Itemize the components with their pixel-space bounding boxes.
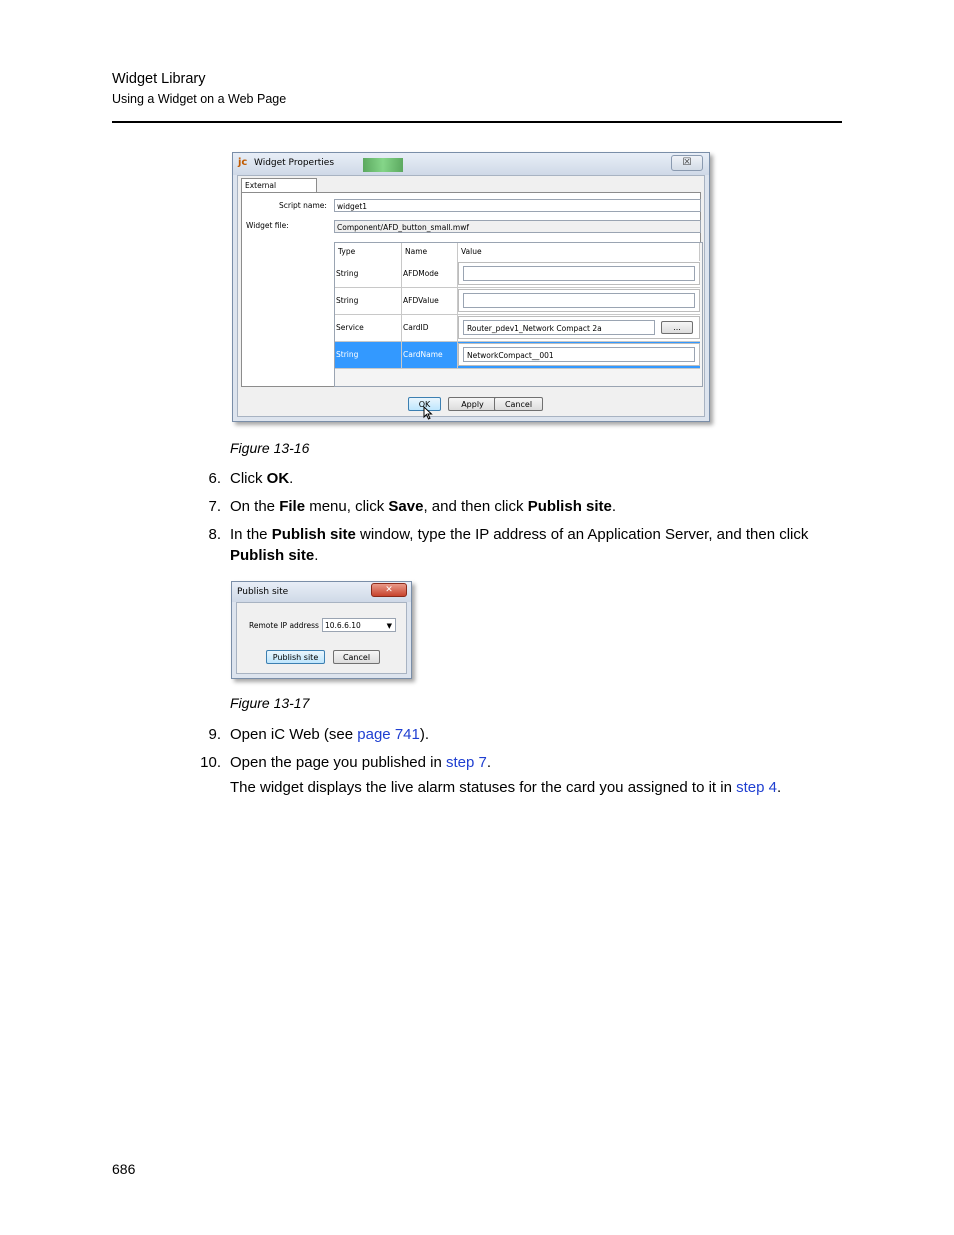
type-cell: String <box>335 288 402 314</box>
step-text: In the Publish site window, type the IP address of an Application Server, and then click <box>230 526 809 543</box>
name-cell: AFDMode <box>402 261 458 287</box>
header-rule <box>112 121 842 123</box>
close-icon: ☒ <box>682 157 692 168</box>
table-row[interactable] <box>335 288 700 315</box>
column-header-type[interactable]: Type <box>335 243 402 261</box>
page-link[interactable]: page 741 <box>357 726 420 743</box>
value-input[interactable] <box>463 293 695 308</box>
tab-external-properties[interactable]: External <box>241 178 317 192</box>
step-text: Open the page you published in step 7. <box>230 754 492 771</box>
value-cell <box>458 262 700 285</box>
step-text: On the File menu, click Save, and then click Publish site. <box>230 498 617 515</box>
mouse-pointer-icon <box>423 406 433 422</box>
type-cell: String <box>335 261 402 287</box>
value-cell <box>458 289 700 312</box>
type-cell: Service <box>335 315 402 341</box>
cancel-button[interactable]: Cancel <box>333 650 380 664</box>
step-link[interactable]: step 4 <box>736 779 777 796</box>
table-row[interactable] <box>335 261 700 288</box>
close-button[interactable] <box>671 155 703 171</box>
page-number: 686 <box>112 1161 136 1177</box>
result-note: The widget displays the live alarm statuses for the card you assigned to it in step 4. <box>230 779 782 796</box>
dialog-body <box>236 602 407 674</box>
value-cell <box>458 343 700 366</box>
close-button[interactable] <box>371 583 407 597</box>
publish-site-dialog <box>231 581 412 679</box>
widget-properties-dialog <box>232 152 710 422</box>
table-row-selected[interactable] <box>335 342 700 369</box>
app-icon: jc <box>238 157 248 168</box>
value-cell <box>458 316 700 339</box>
properties-table <box>334 242 703 387</box>
type-cell: String <box>335 342 402 368</box>
step-number: 7. <box>208 498 221 515</box>
chevron-down-icon[interactable]: ▼ <box>386 622 392 630</box>
script-name-field[interactable]: widget1 <box>334 199 701 212</box>
remote-ip-label: Remote IP address <box>249 621 319 630</box>
figure-caption: Figure 13-16 <box>230 440 310 456</box>
remote-ip-value: 10.6.6.10 <box>325 621 361 630</box>
remote-ip-combobox[interactable] <box>322 618 396 632</box>
name-cell: CardName <box>402 342 458 368</box>
dialog-body <box>237 175 705 417</box>
titlebar[interactable] <box>232 582 411 602</box>
close-icon: ✕ <box>385 585 393 595</box>
table-row[interactable] <box>335 315 700 342</box>
tab-panel <box>241 192 701 387</box>
value-input[interactable]: Router_pdev1_Network Compact 2a <box>463 320 655 335</box>
step-number: 8. <box>208 526 221 543</box>
step-number: 10. <box>200 754 221 771</box>
step-text-continued: Publish site. <box>230 547 319 564</box>
browse-button[interactable]: ... <box>661 321 693 334</box>
ok-button[interactable]: OK <box>408 397 441 411</box>
widget-file-label: Widget file: <box>246 221 289 230</box>
titlebar[interactable] <box>233 153 709 175</box>
name-cell: AFDValue <box>402 288 458 314</box>
cancel-button[interactable]: Cancel <box>494 397 543 411</box>
value-input[interactable]: NetworkCompact__001 <box>463 347 695 362</box>
apply-button[interactable]: Apply <box>448 397 497 411</box>
publish-site-button[interactable]: Publish site <box>266 650 325 664</box>
script-name-label: Script name: <box>279 201 327 210</box>
titlebar-glow-decoration <box>363 158 403 172</box>
step-text: Open iC Web (see page 741). <box>230 726 430 743</box>
step-link[interactable]: step 7 <box>446 754 487 771</box>
running-header-subtitle: Using a Widget on a Web Page <box>112 92 287 106</box>
column-header-value[interactable]: Value <box>458 243 700 261</box>
widget-file-field: Component/AFD_button_small.mwf <box>334 220 701 233</box>
name-cell: CardID <box>402 315 458 341</box>
figure-caption: Figure 13-17 <box>230 695 310 711</box>
step-text: Click OK. <box>230 470 294 487</box>
step-number: 6. <box>208 470 221 487</box>
column-header-name[interactable]: Name <box>402 243 458 261</box>
window-title: Publish site <box>237 587 289 597</box>
step-number: 9. <box>208 726 221 743</box>
value-input[interactable] <box>463 266 695 281</box>
running-header-title: Widget Library <box>112 71 206 87</box>
window-title: Widget Properties <box>254 158 335 168</box>
